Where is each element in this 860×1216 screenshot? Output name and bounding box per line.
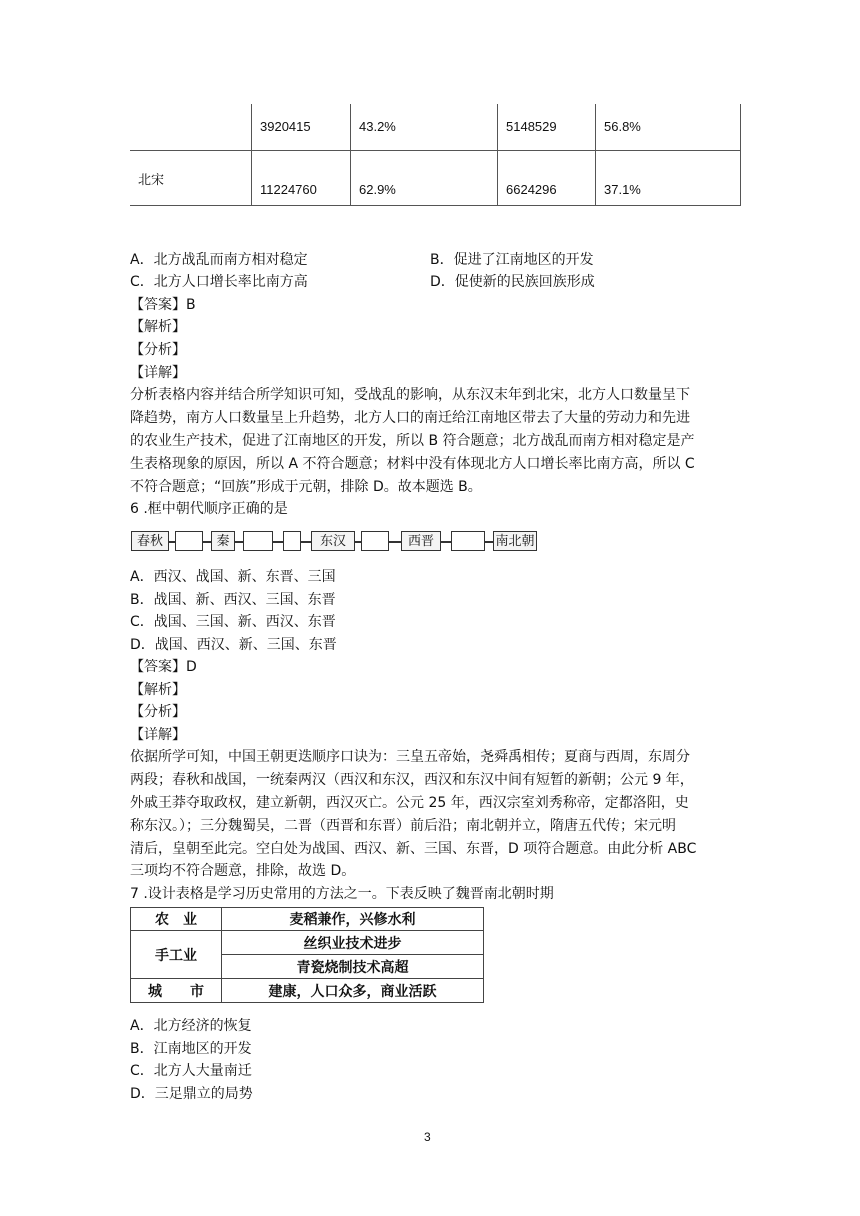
- table-row: [130, 104, 741, 150]
- question-stem: 6 .框中朝代顺序正确的是: [130, 501, 288, 517]
- detail-line: 分析表格内容并结合所学知识可知，受战乱的影响，从东汉末年到北宋，北方人口数量呈下: [130, 387, 690, 403]
- analysis-heading: 【解析】: [130, 682, 186, 698]
- detail-line: 三项均不符合题意，排除，故选 D。: [130, 863, 356, 879]
- blank-box: [451, 531, 485, 551]
- detail-heading: 【详解】: [130, 727, 186, 743]
- option-c: C．战国、三国、新、西汉、东晋: [130, 614, 336, 630]
- table-cell: 11224760: [252, 150, 351, 205]
- option-b: B．战国、新、西汉、三国、东晋: [130, 592, 336, 608]
- option-a: A．西汉、战国、新、东晋、三国: [130, 569, 336, 585]
- option-c: C．北方人口增长率比南方高: [130, 274, 308, 290]
- blank-box: [283, 531, 301, 551]
- analysis-heading: 【解析】: [130, 319, 186, 335]
- detail-line: 依据所学可知，中国王朝更迭顺序口诀为：三皇五帝始，尧舜禹相传；夏商与西周，东周分: [130, 749, 690, 765]
- analysis-subheading: 【分析】: [130, 704, 186, 720]
- detail-line: 不符合题意；“回族”形成于元朝，排除 D。故本题选 B。: [130, 479, 482, 495]
- detail-line: 外戚王莽夺取政权，建立新朝，西汉灭亡。公元 25 年，西汉宗室刘秀称帝，定都洛阳，史: [130, 795, 689, 811]
- question-stem: 7 .设计表格是学习历史常用的方法之一。下表反映了魏晋南北朝时期: [130, 886, 554, 902]
- table-cell: 3920415: [252, 104, 351, 150]
- dynasty-box: 南北朝: [493, 531, 537, 551]
- detail-line: 生表格现象的原因，所以 A 不符合题意；材料中没有体现北方人口增长率比南方高，所以 C: [130, 456, 695, 472]
- table-cell: 建康，人口众多，商业活跃: [222, 979, 484, 1003]
- option-a: A．北方战乱而南方相对稳定: [130, 252, 308, 268]
- analysis-subheading: 【分析】: [130, 342, 186, 358]
- table-cell: 43.2%: [351, 104, 498, 150]
- connector: [441, 541, 451, 543]
- table-cell: 62.9%: [351, 150, 498, 205]
- connector: [203, 541, 211, 543]
- table-cell: 56.8%: [596, 104, 741, 150]
- detail-heading: 【详解】: [130, 365, 186, 381]
- dynasty-box: 秦: [211, 531, 235, 551]
- connector: [485, 541, 493, 543]
- detail-line: 降趋势，南方人口数量呈上升趋势，北方人口的南迁给江南地区带去了大量的劳动力和先进: [130, 410, 690, 426]
- option-d: D．战国、西汉、新、三国、东晋: [130, 637, 337, 653]
- table-cell: 城 市: [131, 979, 222, 1003]
- option-c: C．北方人大量南迁: [130, 1063, 252, 1079]
- table-row: [130, 150, 741, 205]
- blank-box: [243, 531, 273, 551]
- option-a: A．北方经济的恢复: [130, 1018, 252, 1034]
- table-row: [131, 931, 484, 955]
- blank-box: [361, 531, 389, 551]
- answer: 【答案】D: [130, 659, 197, 675]
- table-cell: 农 业: [131, 908, 222, 931]
- option-b: B．江南地区的开发: [130, 1041, 252, 1057]
- table-row: [131, 979, 484, 1003]
- table-cell: 手工业: [131, 931, 222, 979]
- table-row: [131, 908, 484, 931]
- table-cell: 5148529: [498, 104, 596, 150]
- table-cell: 北宋: [130, 150, 252, 205]
- option-b: B．促进了江南地区的开发: [430, 252, 594, 268]
- connector: [235, 541, 243, 543]
- page-number: 3: [424, 1130, 431, 1144]
- detail-line: 的农业生产技术，促进了江南地区的开发，所以 B 符合题意；北方战乱而南方相对稳定是产: [130, 433, 695, 449]
- table-cell: 6624296: [498, 150, 596, 205]
- option-d: D．促使新的民族回族形成: [430, 274, 595, 290]
- dynasty-box: 东汉: [311, 531, 355, 551]
- dynasty-sequence: [131, 531, 537, 553]
- connector: [389, 541, 401, 543]
- table-cell: 青瓷烧制技术高超: [222, 955, 484, 979]
- connector: [273, 541, 283, 543]
- detail-line: 两段；春秋和战国，一统秦两汉（西汉和东汉，西汉和东汉中间有短暂的新朝；公元 9 年，: [130, 772, 694, 788]
- dynasty-box: 春秋: [131, 531, 169, 551]
- dynasty-box: 西晋: [401, 531, 441, 551]
- connector: [301, 541, 311, 543]
- table-cell: [130, 104, 252, 150]
- blank-box: [175, 531, 203, 551]
- answer: 【答案】B: [130, 297, 196, 313]
- table-cell: 37.1%: [596, 150, 741, 205]
- table-cell: 麦稻兼作，兴修水利: [222, 908, 484, 931]
- economy-table: [130, 907, 484, 1003]
- population-table: [130, 104, 741, 206]
- option-d: D．三足鼎立的局势: [130, 1086, 253, 1102]
- detail-line: 称东汉。）；三分魏蜀吴，二晋（西晋和东晋）前后沿；南北朝并立，隋唐五代传；宋元明: [130, 818, 676, 834]
- detail-line: 清后，皇朝至此完。空白处为战国、西汉、新、三国、东晋，D 项符合题意。由此分析 ABC: [130, 841, 697, 857]
- table-cell: 丝织业技术进步: [222, 931, 484, 955]
